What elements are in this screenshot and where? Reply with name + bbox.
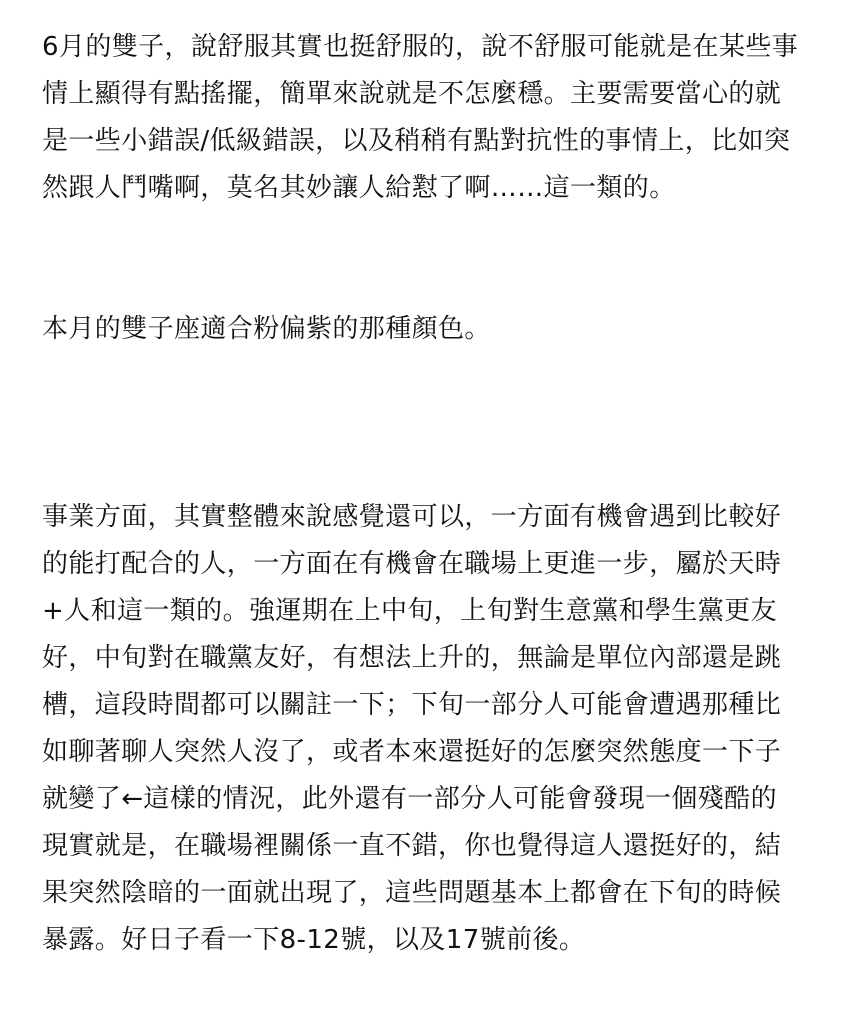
- paragraph-color: 本月的雙子座適合粉偏紫的那種顏色。: [42, 314, 491, 344]
- paragraph-intro: 6月的雙子，說舒服其實也挺舒服的，說不舒服可能就是在某些事情上顯得有點搖擺，簡單來說就是不怎麼穩。主要需要當心的就是一些小錯誤/低級錯誤，以及稍稍有點對抗性的事情上，比如突然跟人鬥嘴啊，莫名其妙讓人給懟了啊……這一類的。: [42, 32, 799, 203]
- paragraph-career: 事業方面，其實整體來說感覺還可以，一方面有機會遇到比較好的能打配合的人，一方面在有機會在職場上更進一步，屬於天時+人和這一類的。強運期在上中旬，上旬對生意黨和學生黨更友好，中旬對在職黨友好，有想法上升的，無論是單位內部還是跳槽，這段時間都可以關註一下；下旬一部分人可能會遭遇那種比如聊著聊人突然人沒了，或者本來還挺好的怎麼突然態度一下子就變了←這樣的情況，此外還有一部分人可能會發現一個殘酷的現實就是，在職場裡關係一直不錯，你也覺得這人還挺好的，結果突然陰暗的一面就出現了，這些問題基本上都會在下旬的時候暴露。好日子看一下8-12號，以及17號前後。: [42, 502, 782, 955]
